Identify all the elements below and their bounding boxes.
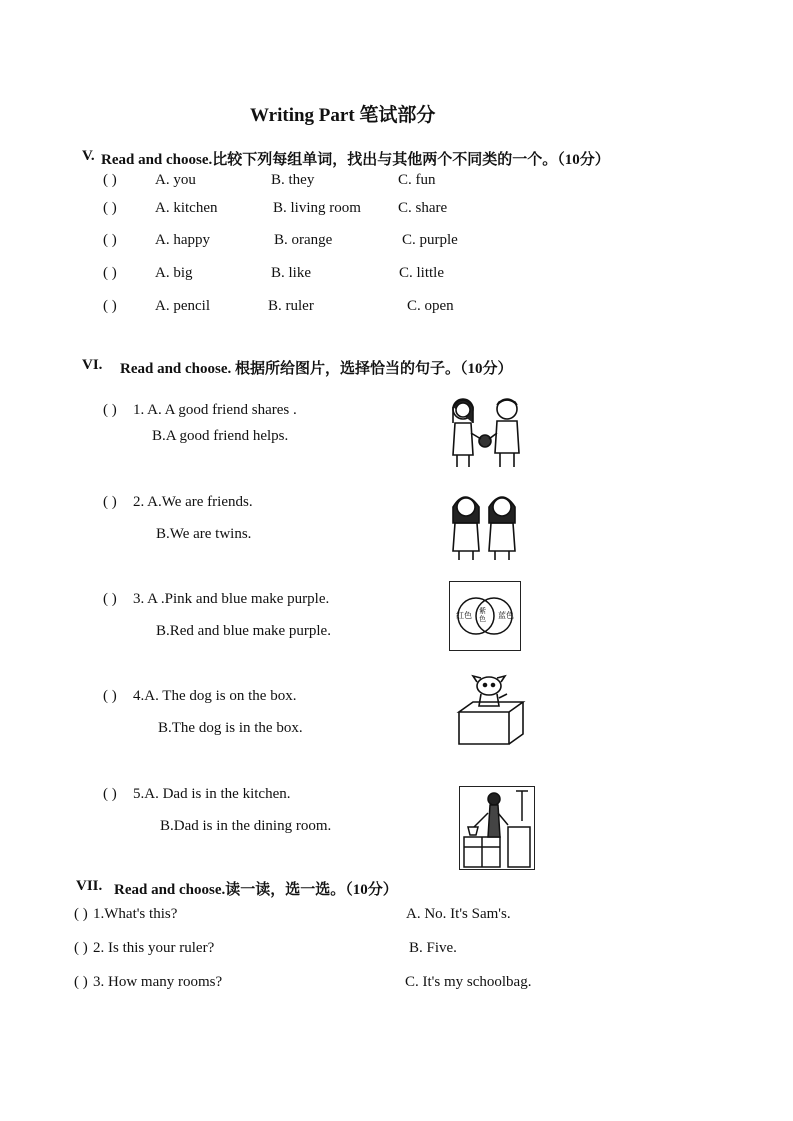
question: 1.What's this? xyxy=(93,906,178,922)
section7-number: VII. xyxy=(76,878,103,894)
option-b: B. ruler xyxy=(268,298,314,314)
section5-number: V. xyxy=(82,148,95,164)
answer-option: A. No. It's Sam's. xyxy=(406,906,511,922)
answer-blank[interactable]: ( ) xyxy=(103,172,117,188)
answer-option: C. It's my schoolbag. xyxy=(405,974,532,990)
venn-middle-label: 紫色 xyxy=(479,607,486,623)
option-a: A. big xyxy=(155,265,193,281)
option-a: 2. A.We are friends. xyxy=(133,494,253,510)
section5-heading: Read and choose.比较下列每组单词，找出与其他两个不同类的一个。（10分） xyxy=(101,152,610,168)
twins-picture xyxy=(447,487,521,561)
dog-on-box-picture xyxy=(455,672,527,746)
option-c: C. share xyxy=(398,200,448,216)
question: 3. How many rooms? xyxy=(93,974,223,990)
venn-left-label: 红色 xyxy=(456,611,472,620)
section7-heading: Read and choose.读一读，选一选。（10分） xyxy=(114,882,398,898)
venn-right-label: 蓝色 xyxy=(498,611,514,620)
answer-blank[interactable]: ( ) xyxy=(103,494,117,510)
option-a: 5.A. Dad is in the kitchen. xyxy=(133,786,291,802)
option-b: B. they xyxy=(271,172,315,188)
color-venn-picture xyxy=(449,581,521,651)
option-a: A. pencil xyxy=(155,298,210,314)
answer-blank[interactable]: ( ) xyxy=(103,200,117,216)
question: 2. Is this your ruler? xyxy=(93,940,215,956)
dad-kitchen-picture xyxy=(459,786,535,870)
kitchen-drawing xyxy=(460,787,534,869)
option-c: C. purple xyxy=(402,232,458,248)
answer-blank[interactable]: ( ) xyxy=(103,298,117,314)
option-b: B.Red and blue make purple. xyxy=(156,623,331,639)
friends-sharing-picture xyxy=(445,393,527,469)
answer-blank[interactable]: ( ) xyxy=(74,974,88,990)
option-b: B.A good friend helps. xyxy=(152,428,289,444)
answer-blank[interactable]: ( ) xyxy=(103,232,117,248)
answer-blank[interactable]: ( ) xyxy=(103,786,117,802)
option-b: B. living room xyxy=(273,200,361,216)
option-c: C. little xyxy=(399,265,444,281)
option-a: A. kitchen xyxy=(155,200,218,216)
option-a: 4.A. The dog is on the box. xyxy=(133,688,297,704)
answer-blank[interactable]: ( ) xyxy=(103,402,117,418)
answer-option: B. Five. xyxy=(409,940,457,956)
option-b: B.The dog is in the box. xyxy=(158,720,303,736)
answer-blank[interactable]: ( ) xyxy=(103,688,117,704)
option-b: B.Dad is in the dining room. xyxy=(160,818,332,834)
option-a: A. you xyxy=(155,172,196,188)
option-c: C. open xyxy=(407,298,454,314)
option-b: B. like xyxy=(271,265,311,281)
section6-number: VI. xyxy=(82,357,103,373)
section6-heading: Read and choose. 根据所给图片，选择恰当的句子。（10分） xyxy=(120,361,513,377)
option-a: 1. A. A good friend shares . xyxy=(133,402,297,418)
answer-blank[interactable]: ( ) xyxy=(74,906,88,922)
option-b: B. orange xyxy=(274,232,333,248)
option-c: C. fun xyxy=(398,172,436,188)
answer-blank[interactable]: ( ) xyxy=(103,591,117,607)
option-a: 3. A .Pink and blue make purple. xyxy=(133,591,330,607)
option-b: B.We are twins. xyxy=(156,526,252,542)
answer-blank[interactable]: ( ) xyxy=(74,940,88,956)
page-title: Writing Part 笔试部分 xyxy=(250,105,436,126)
answer-blank[interactable]: ( ) xyxy=(103,265,117,281)
option-a: A. happy xyxy=(155,232,210,248)
